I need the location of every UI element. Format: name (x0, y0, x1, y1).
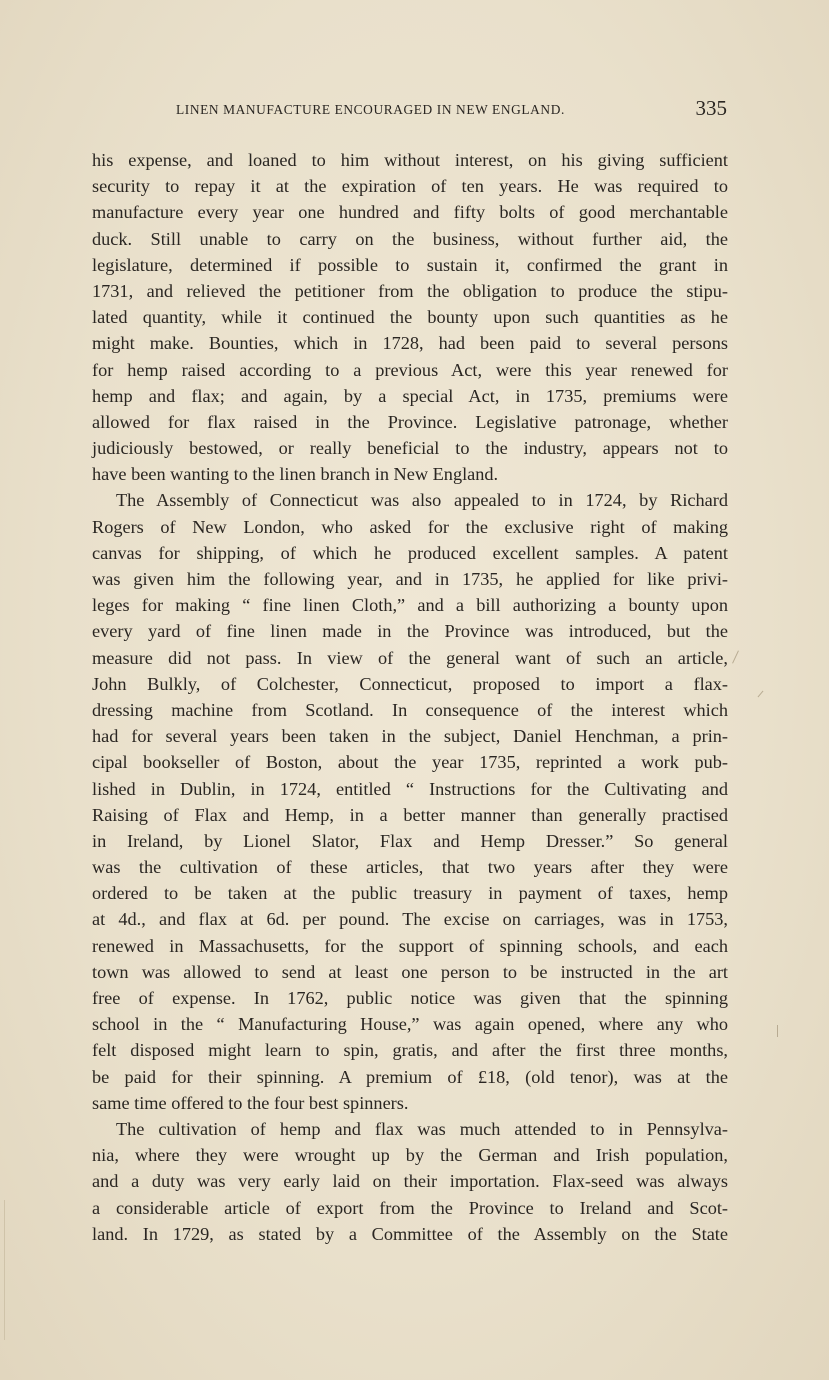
text-line: town was allowed to send at least one person to be instructed in the art (92, 961, 728, 982)
text-line: dressing machine from Scotland. In consequence of the interest which (92, 699, 728, 720)
margin-mark (732, 650, 739, 663)
text-line: lished in Dublin, in 1724, entitled “ Instructions for the Cultivating and (92, 778, 728, 799)
text-line: school in the “ Manufacturing House,” was again opened, where any who (92, 1014, 728, 1035)
text-line: judiciously bestowed, or really beneficial to the industry, appears not to (92, 438, 728, 459)
text-line: was given him the following year, and in 1735, he applied for like privi- (92, 569, 728, 589)
text-line: security to repay it at the expiration of ten years. He was required to (92, 176, 728, 197)
text-line: a considerable article of export from the Province to Ireland and Scot- (92, 1197, 728, 1218)
text-line: allowed for flax raised in the Province. Legislative patronage, whether (92, 411, 728, 432)
text-line: ordered to be taken at the public treasury in payment of taxes, hemp (92, 883, 728, 904)
text-line: felt disposed might learn to spin, gratis, and after the first three months, (92, 1040, 728, 1061)
text-line: Rogers of New London, who asked for the exclusive right of making (92, 516, 728, 537)
text-line: be paid for their spinning. A premium of £18, (old tenor), was at the (92, 1066, 728, 1087)
text-line: The cultivation of hemp and flax was much attended to in Pennsylva- (116, 1118, 728, 1139)
text-line: Raising of Flax and Hemp, in a better manner than generally practised (92, 804, 728, 825)
body-text (92, 147, 728, 1247)
text-line: had for several years been taken in the subject, Daniel Henchman, a prin- (92, 726, 728, 747)
text-line: canvas for shipping, of which he produced excellent samples. A patent (92, 542, 728, 563)
text-line: his expense, and loaned to him without interest, on his giving sufficient (92, 150, 728, 170)
text-line: legislature, determined if possible to sustain it, confirmed the grant in (92, 254, 728, 275)
running-header (94, 96, 727, 122)
text-line: duck. Still unable to carry on the business, without further aid, the (92, 228, 728, 249)
page-edge-shadow (4, 1200, 5, 1340)
text-line: for hemp raised according to a previous Act, were this year renewed for (92, 359, 728, 380)
margin-mark (777, 1025, 778, 1037)
text-line: leges for making “ fine linen Cloth,” and a bill authorizing a bounty upon (92, 595, 728, 616)
text-line: same time offered to the four best spinners. (92, 1092, 409, 1113)
text-line: measure did not pass. In view of the general want of such an article, (92, 647, 728, 668)
page-number: 335 (695, 96, 727, 120)
text-line: in Ireland, by Lionel Slator, Flax and Hemp Dresser.” So general (92, 830, 728, 851)
text-line: hemp and flax; and again, by a special Act, in 1735, premiums were (92, 385, 728, 406)
text-line: 1731, and relieved the petitioner from the obligation to produce the stipu- (92, 280, 728, 301)
text-line: manufacture every year one hundred and fifty bolts of good merchantable (92, 202, 728, 223)
text-line: cipal bookseller of Boston, about the year 1735, reprinted a work pub- (92, 752, 728, 773)
text-line: lated quantity, while it continued the bounty upon such quantities as he (92, 307, 728, 328)
running-title: LINEN MANUFACTURE ENCOURAGED IN NEW ENGLAND. (176, 102, 565, 117)
text-line: have been wanting to the linen branch in New England. (92, 464, 499, 485)
text-line: The Assembly of Connecticut was also appealed to in 1724, by Richard (116, 490, 728, 511)
text-line: John Bulkly, of Colchester, Connecticut, proposed to import a flax- (92, 673, 728, 694)
text-line: might make. Bounties, which in 1728, had been paid to several persons (92, 333, 728, 354)
text-line: land. In 1729, as stated by a Committee of the Assembly on the State (92, 1223, 728, 1244)
text-line: was the cultivation of these articles, that two years after they were (92, 857, 728, 878)
text-line: nia, where they were wrought up by the German and Irish population, (92, 1145, 728, 1166)
text-line: and a duty was very early laid on their importation. Flax-seed was always (92, 1171, 728, 1192)
text-line: renewed in Massachusetts, for the support of spinning schools, and each (92, 935, 728, 956)
margin-mark (758, 691, 764, 698)
text-line: free of expense. In 1762, public notice was given that the spinning (92, 988, 728, 1008)
text-line: every yard of fine linen made in the Province was introduced, but the (92, 621, 728, 642)
text-line: at 4d., and flax at 6d. per pound. The excise on carriages, was in 1753, (92, 909, 728, 930)
